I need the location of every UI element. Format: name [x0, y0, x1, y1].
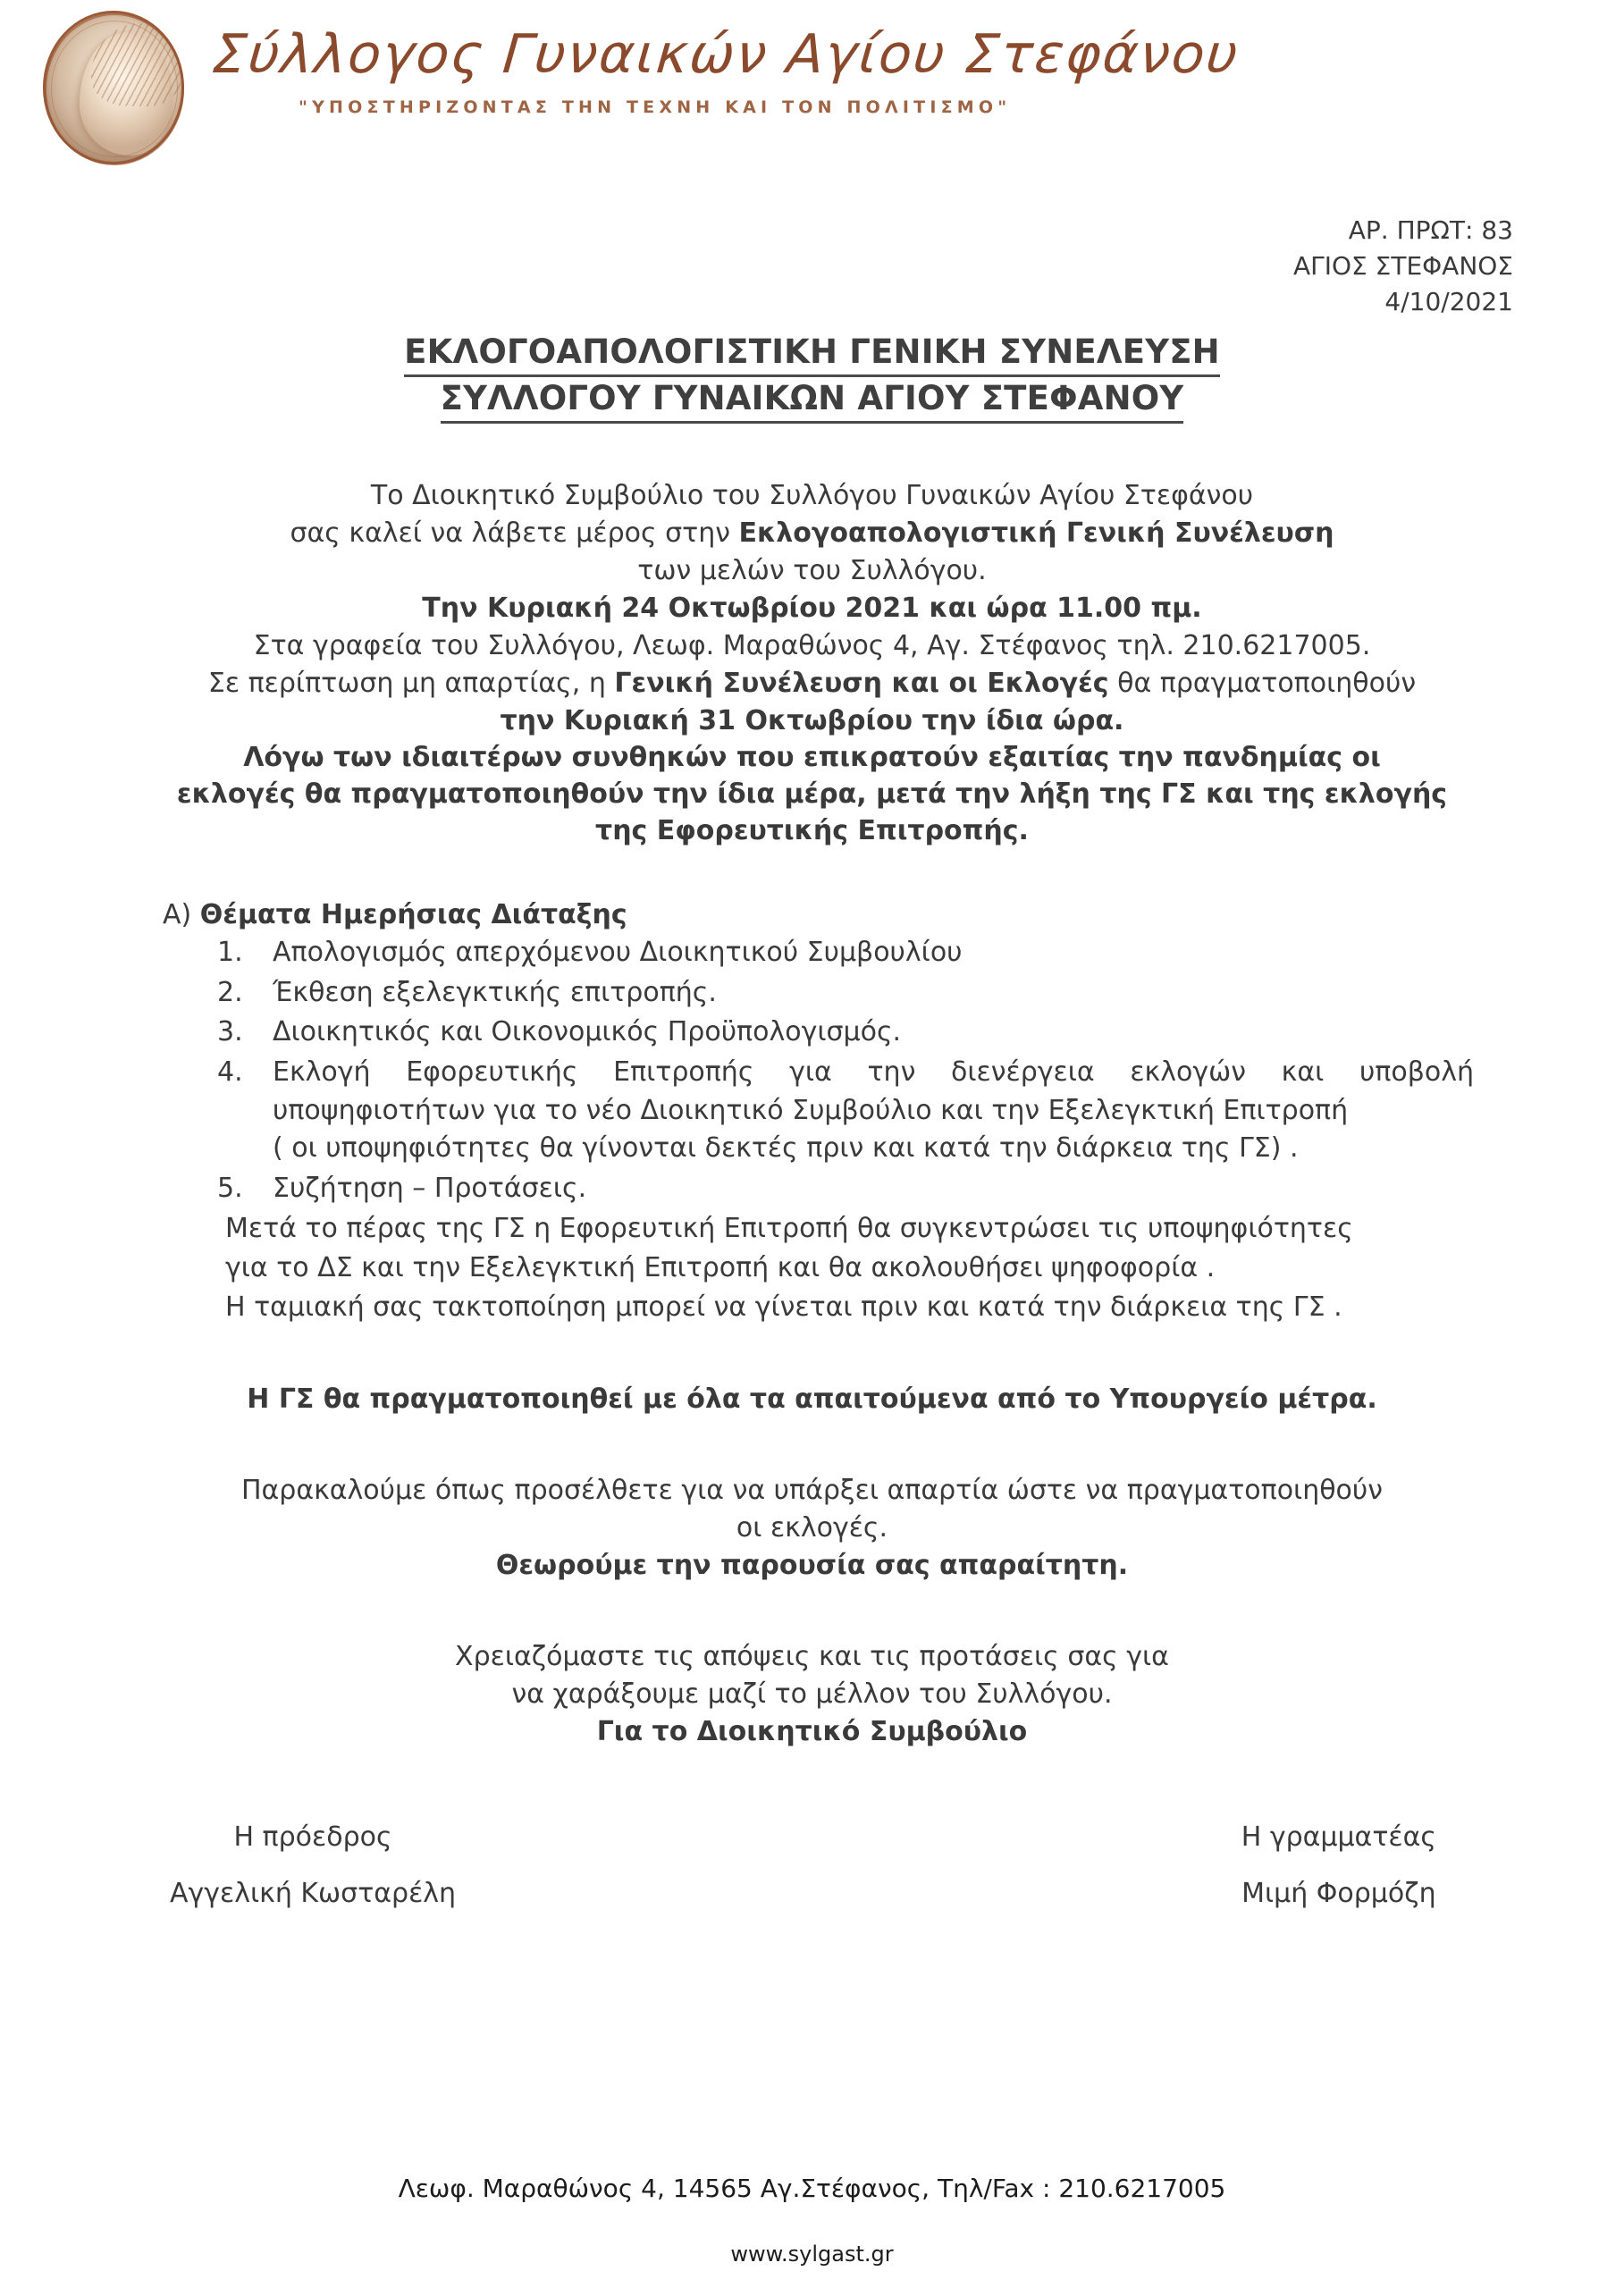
footer-address: Λεωφ. Μαραθώνος 4, 14565 Αγ.Στέφανος, Τηλ/Fax : 210.6217005	[398, 2173, 1226, 2203]
for-the-board: Για το Διοικητικό Συμβούλιο	[596, 1715, 1028, 1747]
agenda-heading-label: Θέματα Ημερήσιας Διάταξης	[199, 898, 627, 930]
presence-required-note: Θεωρούμε την παρουσία σας απαραίτητη.	[495, 1549, 1129, 1581]
issuing-place: ΑΓΙΟΣ ΣΤΕΦΑΝΟΣ	[1293, 250, 1513, 281]
agenda-note-line-1: Μετά το πέρας της ΓΣ η Εφορευτική Επιτροπή θα συγκεντρώσει τις υποψηφιότητες	[225, 1213, 1353, 1245]
opinions-line-1: Χρειαζόμαστε τις απόψεις και τις προτάσεις σας για	[455, 1640, 1169, 1672]
list-item-text: Συζήτηση – Προτάσεις.	[273, 1172, 587, 1204]
list-item-text-parenthetical: ( οι υποψηφιότητες θα γίνονται δεκτές πριν και κατά την διάρκεια της ΓΣ) .	[273, 1132, 1299, 1165]
intro-line-2-emphasis: Εκλογοαπολογιστική Γενική Συνέλευση	[738, 517, 1334, 550]
intro-line-2-prefix: σας καλεί να λάβετε μέρος στην	[290, 517, 739, 550]
list-item	[0, 1054, 1624, 1168]
president-signature	[170, 1817, 456, 1914]
secretary-signature	[1241, 1817, 1436, 1914]
agenda-note	[0, 1209, 1624, 1326]
quorum-line	[0, 665, 1624, 702]
reference-block	[1293, 213, 1513, 319]
intro-line-1: Το Διοικητικό Συμβούλιο του Συλλόγου Γυναικών Αγίου Στεφάνου	[370, 480, 1254, 512]
intro-line-2	[0, 515, 1624, 552]
fallback-date: την Κυριακή 31 Οκτωβρίου την ίδια ώρα.	[500, 705, 1124, 737]
attendance-request-line-1: Παρακαλούμε όπως προσέλθετε για να υπάρξει απαρτία ώστε να πραγματοποιηθούν	[240, 1474, 1384, 1506]
document-body	[0, 331, 1624, 1914]
secretary-name: Μιμή Φορμόζη	[1241, 1878, 1436, 1910]
pandemic-note-line-2: εκλογές θα πραγματοποιηθούν την ίδια μέρα, μετά την λήξη της ΓΣ και της εκλογής	[176, 778, 1448, 810]
list-item-number: 4.	[217, 1056, 243, 1088]
list-item-text: Διοικητικός και Οικονομικός Προϋπολογισμός.	[273, 1016, 902, 1048]
agenda-note-line-2: για το ΔΣ και την Εξελεγκτική Επιτροπή και θα ακολουθήσει ψηφοφορία .	[225, 1252, 1216, 1284]
list-item	[0, 934, 1624, 972]
list-item	[0, 974, 1624, 1013]
president-role: Η πρόεδρος	[233, 1821, 392, 1853]
meeting-venue: Στα γραφεία του Συλλόγου, Λεωφ. Μαραθώνος 4, Αγ. Στέφανος τηλ. 210.6217005.	[253, 630, 1371, 662]
ministry-measures-note: Η ΓΣ θα πραγματοποιηθεί με όλα τα απαιτούμενα από το Υπουργείο μέτρα.	[247, 1383, 1377, 1415]
attendance-request-line-2: οι εκλογές.	[736, 1511, 888, 1544]
list-item-text: Έκθεση εξελεγκτικής επιτροπής.	[273, 976, 717, 1008]
list-item-text	[273, 1054, 1474, 1168]
president-name: Αγγελική Κωσταρέλη	[170, 1878, 457, 1910]
coin-disc	[43, 11, 184, 164]
secretary-role: Η γραμματέας	[1241, 1821, 1436, 1853]
letterhead	[0, 0, 1624, 184]
quorum-prefix: Σε περίπτωση μη απαρτίας, η	[207, 668, 615, 700]
list-item-text-main: Εκλογή Εφορευτικής Επιτροπής για την διενέργεια εκλογών και υποβολή υποψηφιοτήτων για το νέο Διοικητικό Συμβούλιο και την Εξελεγκτική Επιτροπή	[273, 1056, 1474, 1126]
pandemic-note-line-1: Λόγω των ιδιαιτέρων συνθηκών που επικρατούν εξαιτίας την πανδημίας οι	[243, 742, 1381, 774]
logo-row	[0, 5, 1624, 167]
list-item	[0, 1014, 1624, 1052]
title-line-2: ΣΥΛΛΟΓΟΥ ΓΥΝΑΙΚΩΝ ΑΓΙΟΥ ΣΤΕΦΑΝΟΥ	[441, 377, 1184, 424]
opinions-line-2: να χαράξουμε μαζί το μέλλον του Συλλόγου.	[511, 1678, 1113, 1710]
pandemic-note-line-3: της Εφορευτικής Επιτροπής.	[595, 814, 1029, 846]
footer-website[interactable]: www.sylgast.gr	[730, 2242, 894, 2267]
list-item-text: Απολογισμός απερχόμενου Διοικητικού Συμβουλίου	[273, 937, 963, 969]
list-item	[0, 1170, 1624, 1208]
page-title	[0, 331, 1624, 424]
intro-line-3: των μελών του Συλλόγου.	[637, 555, 987, 587]
quorum-emphasis: Γενική Συνέλευση και οι Εκλογές	[614, 668, 1109, 700]
list-item-number: 2.	[217, 976, 243, 1008]
list-item-number: 5.	[217, 1172, 243, 1204]
protocol-number: ΑΡ. ΠΡΩΤ: 83	[1348, 215, 1513, 245]
issue-date: 4/10/2021	[1384, 286, 1513, 316]
page-footer	[0, 2171, 1624, 2267]
list-item-number: 3.	[217, 1016, 243, 1048]
association-tagline: "ΥΠΟΣΤΗΡΙΖΟΝΤΑΣ ΤΗΝ ΤΕΧΝΗ ΚΑΙ ΤΟΝ ΠΟΛΙΤΙΣΜΟ"	[299, 97, 1012, 117]
wordmark	[188, 5, 1624, 117]
agenda-heading	[0, 896, 1624, 935]
title-line-1: ΕΚΛΟΓΟΑΠΟΛΟΓΙΣΤΙΚΗ ΓΕΝΙΚΗ ΣΥΝΕΛΕΥΣΗ	[404, 331, 1220, 377]
agenda-note-line-3: Η ταμιακή σας τακτοποίηση μπορεί να γίνεται πριν και κατά την διάρκεια της ΓΣ .	[225, 1291, 1342, 1323]
agenda-heading-prefix: Α)	[163, 898, 200, 930]
quorum-suffix: θα πραγματοποιηθούν	[1108, 668, 1417, 700]
agenda-list	[0, 934, 1624, 1207]
meeting-datetime: Την Κυριακή 24 Οκτωβρίου 2021 και ώρα 11.00 πμ.	[422, 593, 1202, 625]
list-item-number: 1.	[217, 937, 243, 969]
coin-medallion-icon	[43, 11, 188, 167]
signature-block	[0, 1817, 1624, 1914]
association-name: Σύλλογος Γυναικών Αγίου Στεφάνου	[209, 23, 1242, 86]
